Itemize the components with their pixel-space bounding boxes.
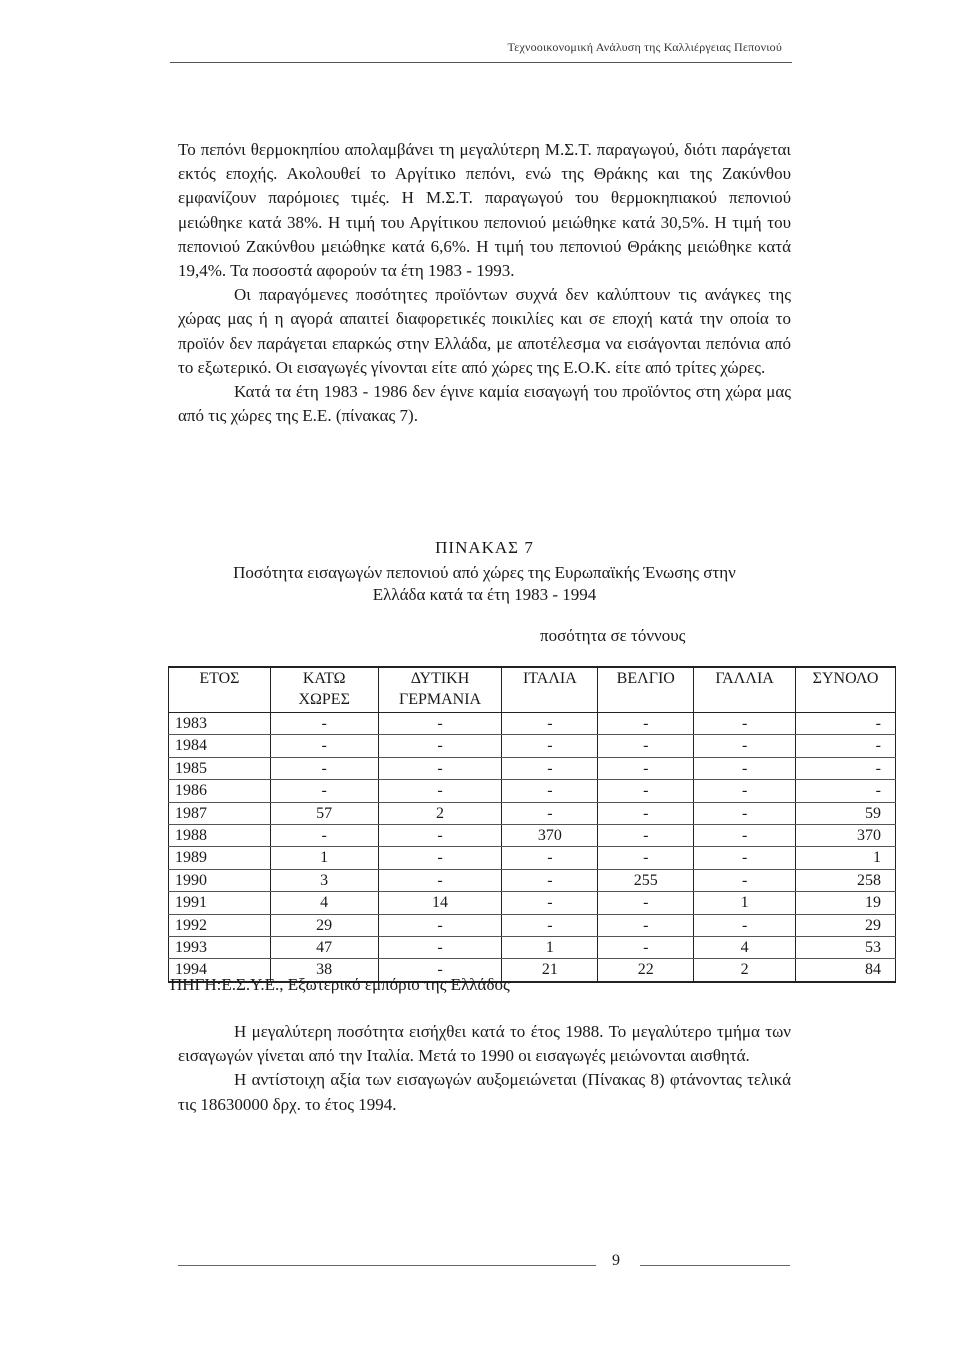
table-cell: 4 — [270, 892, 378, 914]
year-cell: 1985 — [169, 757, 271, 779]
column-header — [169, 667, 271, 713]
table-cell: 14 — [378, 892, 502, 914]
table-row — [169, 914, 896, 936]
table-cell: - — [378, 869, 502, 891]
table-cell: - — [694, 735, 796, 757]
table-cell: - — [694, 802, 796, 824]
intro-paragraph-1: Το πεπόνι θερμοκηπίου απολαμβάνει τη μεγαλύτερη Μ.Σ.Τ. παραγωγού, διότι παράγεται εκτός εποχής. Ακολουθεί το Αργίτικο πεπόνι, ενώ της Θράκης και της Ζακύνθου εμφανίζουν παρόμοιες τιμές. Η Μ.Σ.Τ. παραγωγού του θερμοκηπιακού πεπονιού μειώθηκε κατά 38%. Η τιμή του Αργίτικου πεπονιού μειώθηκε κατά 30,5%. Η τιμή του πεπονιού Ζακύνθου μειώθηκε κατά 6,6%. Η τιμή του πεπονιού Θράκης μειώθηκε κατά 19,4%. Τα ποσοστά αφορούν τα έτη 1983 - 1993. — [178, 140, 791, 281]
table-cell: - — [598, 937, 694, 959]
year-cell: 1989 — [169, 847, 271, 869]
table-cell: - — [270, 735, 378, 757]
header-rule — [170, 62, 792, 63]
table-cell: - — [378, 825, 502, 847]
table-cell: - — [270, 713, 378, 735]
column-header — [694, 667, 796, 713]
table-row — [169, 847, 896, 869]
year-cell: 1993 — [169, 937, 271, 959]
table-cell: - — [502, 757, 598, 779]
table-cell: 2 — [378, 802, 502, 824]
table-cell: - — [598, 802, 694, 824]
table-row — [169, 825, 896, 847]
total-cell: 59 — [796, 802, 896, 824]
total-cell: - — [796, 735, 896, 757]
year-cell: 1990 — [169, 869, 271, 891]
table-cell: - — [378, 780, 502, 802]
table-cell: 22 — [598, 959, 694, 982]
intro-paragraph-2: Οι παραγόμενες ποσότητες προϊόντων συχνά δεν καλύπτουν τις ανάγκες της χώρας μας ή η αγορά απαιτεί διαφορετικές ποικιλίες και σε εποχή κατά την οποία το προϊόν δεν παράγεται επαρκώς στην Ελλάδα, με αποτέλεσμα να εισάγονται πεπόνια από το εξωτερικό. Οι εισαγωγές γίνονται είτε από χώρες της Ε.Ο.Κ. είτε από τρίτες χώρες. — [178, 285, 791, 377]
table-cell: - — [270, 757, 378, 779]
year-cell: 1983 — [169, 713, 271, 735]
conclusion-paragraph-1: Η μεγαλύτερη ποσότητα εισήχθει κατά το έτος 1988. Το μεγαλύτερο τμήμα των εισαγωγών γίνεται από την Ιταλία. Μετά το 1990 οι εισαγωγές μειώνονται αισθητά. — [178, 1022, 791, 1066]
table-cell: - — [598, 914, 694, 936]
table-cell: - — [694, 869, 796, 891]
table-row — [169, 735, 896, 757]
table-cell: - — [378, 757, 502, 779]
table-cell: - — [598, 757, 694, 779]
total-cell: 370 — [796, 825, 896, 847]
table-cell: - — [502, 802, 598, 824]
table-cell: 4 — [694, 937, 796, 959]
table-row — [169, 780, 896, 802]
table-cell: 47 — [270, 937, 378, 959]
table-cell: - — [378, 735, 502, 757]
table-cell: - — [598, 825, 694, 847]
year-cell: 1984 — [169, 735, 271, 757]
table-body — [169, 713, 896, 982]
column-header-line: ΔΥΤΙΚΗ — [410, 670, 470, 687]
conclusion-paragraph-2: Η αντίστοιχη αξία των εισαγωγών αυξομειώνεται (Πίνακας 8) φτάνοντας τελικά τις 18630000 δρχ. το έτος 1994. — [178, 1070, 791, 1114]
table-cell: - — [502, 847, 598, 869]
table-cell: - — [378, 937, 502, 959]
table-cell: - — [270, 780, 378, 802]
total-cell: - — [796, 780, 896, 802]
table-cell: - — [598, 713, 694, 735]
table-cell: - — [598, 847, 694, 869]
column-header — [598, 667, 694, 713]
intro-text — [178, 138, 791, 428]
total-cell: 19 — [796, 892, 896, 914]
column-header-line: ΓΕΡΜΑΝΙΑ — [398, 691, 482, 708]
column-header-line: ΧΩΡΕΣ — [298, 691, 350, 708]
year-cell: 1992 — [169, 914, 271, 936]
table-cell: 3 — [270, 869, 378, 891]
table-cell: - — [694, 757, 796, 779]
table-cell: - — [598, 780, 694, 802]
table-cell: 255 — [598, 869, 694, 891]
column-header-line: ΣΥΝΟΛΟ — [812, 670, 879, 687]
table-cell: 38 — [270, 959, 378, 982]
table-row — [169, 892, 896, 914]
table-cell: - — [694, 914, 796, 936]
table-cell: - — [694, 847, 796, 869]
table-cell: - — [502, 713, 598, 735]
table-header-row — [169, 667, 896, 713]
table-cell: 21 — [502, 959, 598, 982]
table-cell: - — [694, 825, 796, 847]
total-cell: 29 — [796, 914, 896, 936]
page-number: 9 — [612, 1252, 620, 1269]
year-cell: 1994 — [169, 959, 271, 982]
year-cell: 1987 — [169, 802, 271, 824]
column-header-line: ΚΑΤΩ — [302, 670, 346, 687]
table-cell: 370 — [502, 825, 598, 847]
table-source: ΠΗΓΗ:Ε.Σ.Υ.Ε., Εξωτερικό εμπόριο της Ελλάδος — [170, 975, 510, 994]
table-cell: 57 — [270, 802, 378, 824]
table-cell: - — [694, 780, 796, 802]
total-cell: 84 — [796, 959, 896, 982]
conclusion-text — [178, 1020, 791, 1117]
column-header-line: ΕΤΟΣ — [199, 670, 240, 687]
year-cell: 1986 — [169, 780, 271, 802]
column-header — [378, 667, 502, 713]
table-cell: - — [598, 892, 694, 914]
footer-rule-left — [178, 1265, 596, 1266]
table-cell: - — [502, 914, 598, 936]
running-header: Τεχνοοικονομική Ανάλυση της Καλλιέργειας Πεπονιού — [507, 40, 782, 54]
table-cell: - — [502, 892, 598, 914]
table-cell: - — [598, 735, 694, 757]
table-row — [169, 757, 896, 779]
column-header-line: ΓΑΛΛΙΑ — [715, 670, 774, 687]
year-cell: 1988 — [169, 825, 271, 847]
table-cell: - — [378, 713, 502, 735]
total-cell: 53 — [796, 937, 896, 959]
column-header — [796, 667, 896, 713]
table-row — [169, 937, 896, 959]
table-cell: 1 — [502, 937, 598, 959]
table-row — [169, 802, 896, 824]
table-row — [169, 713, 896, 735]
table-cell: - — [378, 847, 502, 869]
year-cell: 1991 — [169, 892, 271, 914]
table-cell: - — [378, 914, 502, 936]
intro-paragraph-3: Κατά τα έτη 1983 - 1986 δεν έγινε καμία εισαγωγή του προϊόντος στη χώρα μας από τις χώρες της Ε.Ε. (πίνακας 7). — [178, 382, 791, 426]
column-header-line: ΙΤΑΛΙΑ — [522, 670, 577, 687]
table-cell: 29 — [270, 914, 378, 936]
total-cell: - — [796, 713, 896, 735]
total-cell: 258 — [796, 869, 896, 891]
column-header-line: ΒΕΛΓΙΟ — [616, 670, 675, 687]
table-cell: - — [502, 735, 598, 757]
total-cell: 1 — [796, 847, 896, 869]
table-title-line-2: Ελλάδα κατά τα έτη 1983 - 1994 — [372, 585, 597, 604]
footer-rule-right — [640, 1265, 790, 1266]
table-cell: - — [270, 825, 378, 847]
table-row — [169, 869, 896, 891]
column-header — [502, 667, 598, 713]
table-cell: - — [378, 959, 502, 982]
units-note: ποσότητα σε τόννους — [540, 626, 686, 645]
table-cell: 1 — [694, 892, 796, 914]
table-cell: 2 — [694, 959, 796, 982]
table-cell: - — [502, 869, 598, 891]
table-number: ΠΙΝΑΚΑΣ 7 — [435, 538, 534, 557]
table-cell: 1 — [270, 847, 378, 869]
table-cell: - — [502, 780, 598, 802]
table-title-line-1: Ποσότητα εισαγωγών πεπονιού από χώρες της Ευρωπαϊκής Ένωσης στην — [233, 563, 736, 582]
total-cell: - — [796, 757, 896, 779]
imports-table — [168, 666, 896, 983]
column-header — [270, 667, 378, 713]
table-cell: - — [694, 713, 796, 735]
